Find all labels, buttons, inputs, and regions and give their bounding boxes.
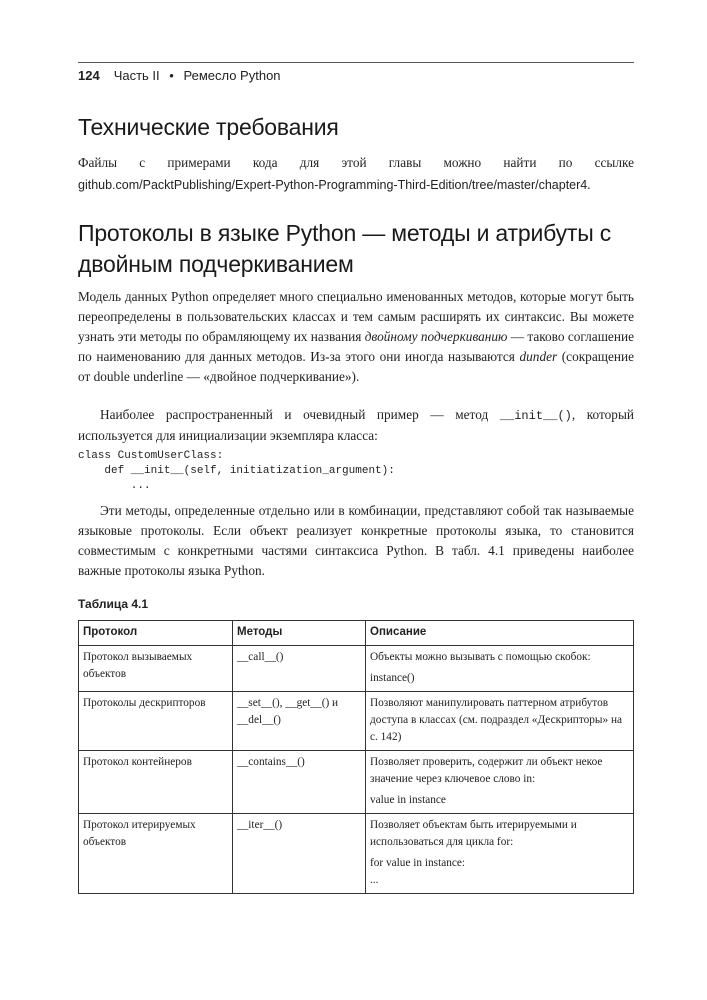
cell-methods: __iter__(): [233, 814, 366, 894]
column-header-protocol: Протокол: [79, 621, 233, 646]
tech-paragraph: Файлы с примерами кода для этой главы можно найти по ссылке github.com/PacktPublishing/Expert-Python-Programming-Third-Edition/tree/master/chapter4.: [78, 155, 634, 192]
paragraph-data-model: Модель данных Python определяет много специально именованных методов, которые могут быть переопределены в пользовательских классах и тем самым расширять их синтаксис. Вы можете узнать эти методы по обрамляющему их названия двойному подчеркиванию — таково соглашение по наименованию для данных методов. Из-за этого они иногда называются dunder (сокращение от double underline — «двойное подчеркивание»).: [78, 289, 635, 384]
table-row: [79, 646, 634, 692]
paragraph-init-example: Наиболее распространенный и очевидный пример — метод __init__(), который используется для инициализации экземпляра класса:: [78, 407, 634, 443]
table-row: [79, 751, 634, 814]
cell-description: Позволяет проверить, содержит ли объект некое значение через ключевое слово in: value in instance: [366, 751, 634, 814]
paragraph-language-protocols: Эти методы, определенные отдельно или в комбинации, представляют собой так называемые языковые протоколы. Если объект реализует конкретные протоколы языка, то становится совместимым с конкретными частями синтаксиса Python. В табл. 4.1 приведены наиболее важные протоколы языка Python.: [78, 503, 634, 578]
table-header-row: [79, 621, 634, 646]
cell-description: Позволяют манипулировать паттерном атрибутов доступа в классах (см. подраздел «Дескрипторы» на с. 142): [366, 692, 634, 751]
table-row: [79, 814, 634, 894]
section-heading-tech: Технические требования: [78, 114, 339, 140]
cell-protocol: Протокол итерируемых объектов: [79, 814, 233, 894]
column-header-methods: Методы: [233, 621, 366, 646]
cell-description: Объекты можно вызывать с помощью скобок: instance(): [366, 646, 634, 692]
cell-methods: __call__(): [233, 646, 366, 692]
cell-protocol: Протокол вызываемых объектов: [79, 646, 233, 692]
cell-protocol: Протоколы дескрипторов: [79, 692, 233, 751]
table-row: [79, 692, 634, 751]
cell-description: Позволяет объектам быть итерируемыми и использоваться для цикла for: for value in instance: ...: [366, 814, 634, 894]
running-header: [78, 68, 634, 83]
part-label: Часть II • Ремесло Python: [113, 68, 281, 83]
section-heading-protocols: Протоколы в языке Python — методы и атрибуты с двойным подчеркиванием: [78, 220, 612, 277]
cell-protocol: Протокол контейнеров: [79, 751, 233, 814]
code-block: class CustomUserClass: def __init__(self, initiatization_argument): ...: [78, 450, 395, 492]
page-number: 124: [78, 68, 100, 83]
cell-methods: __set__(), __get__() и __del__(): [233, 692, 366, 751]
protocols-table: [78, 620, 634, 894]
cell-methods: __contains__(): [233, 751, 366, 814]
column-header-description: Описание: [366, 621, 634, 646]
table-caption: Таблица 4.1: [78, 597, 149, 611]
header-rule: [78, 62, 634, 63]
repo-link[interactable]: github.com/PacktPublishing/Expert-Python-Programming-Third-Edition/tree/master/chapter4: [78, 178, 588, 192]
